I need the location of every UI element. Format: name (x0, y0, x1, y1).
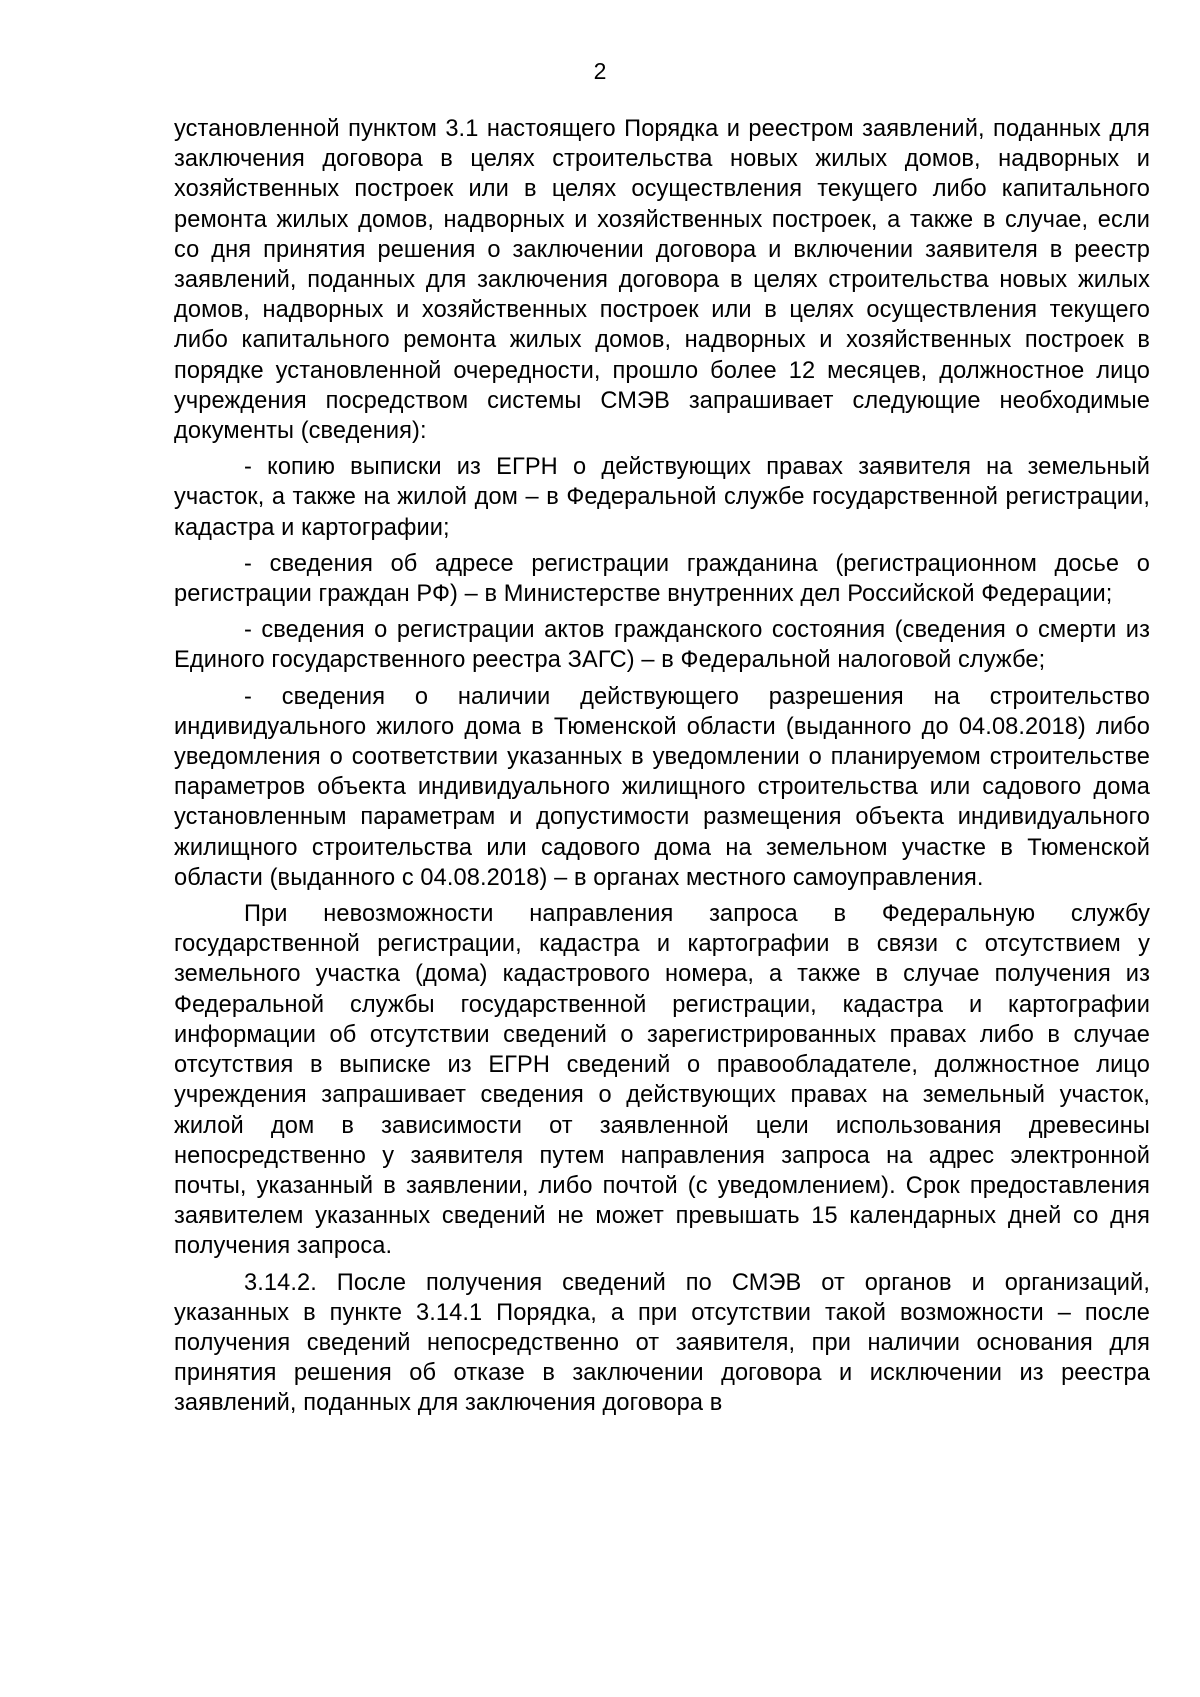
paragraph-continuation: установленной пунктом 3.1 настоящего Порядка и реестром заявлений, поданных для заключения договора в целях строительства новых жилых домов, надворных и хозяйственных построек или в целях осуществления текущего либо капитального ремонта жилых домов, надворных и хозяйственных построек, а также в случае, если со дня принятия решения о заключении договора и включении заявителя в реестр заявлений, поданных для заключения договора в целях строительства новых жилых домов, надворных и хозяйственных построек или в целях осуществления текущего либо капитального ремонта жилых домов, надворных и хозяйственных построек в порядке установленной очередности, прошло более 12 месяцев, должностное лицо учреждения посредством системы СМЭВ запрашивает следующие необходимые документы (сведения): (174, 116, 1150, 445)
list-item-construction-permit: - сведения о наличии действующего разрешения на строительство индивидуального жилого дома в Тюменской области (выданного до 04.08.2018) либо уведомления о соответствии указанных в уведомлении о планируемом строительстве параметров объекта индивидуального жилищного строительства или садового дома установленным параметрам и допустимости размещения объекта индивидуального жилищного строительства или садового дома на земельном участке в Тюменской области (выданного с 04.08.2018) – в органах местного самоуправления. (174, 683, 1150, 891)
paragraph-section-3-14-2: 3.14.2. После получения сведений по СМЭВ от органов и организаций, указанных в пункте 3.14.1 Порядка, а при отсутствии такой возможности – после получения сведений непосредственно от заявителя, при наличии основания для принятия решения об отказе в заключении договора и исключении из реестра заявлений, поданных для заключения договора в (174, 1269, 1150, 1417)
paragraph-request-impossible: При невозможности направления запроса в Федеральную службу государственной регистрации, кадастра и картографии в связи с отсутствием у земельного участка (дома) кадастрового номера, а также в случае получения из Федеральной службы государственной регистрации, кадастра и картографии информации об отсутствии сведений о зарегистрированных правах либо в случае отсутствия в выписке из ЕГРН сведений о правообладателе, должностное лицо учреждения запрашивает сведения о действующих правах на земельный участок, жилой дом в зависимости от заявленной цели использования древесины непосредственно у заявителя путем направления запроса на адрес электронной почты, указанный в заявлении, либо почтой (с уведомлением). Срок предоставления заявителем указанных сведений не может превышать 15 календарных дней со дня получения запроса. (174, 901, 1150, 1260)
list-item-civil-status-acts: - сведения о регистрации актов гражданского состояния (сведения о смерти из Единого государственного реестра ЗАГС) – в Федеральной налоговой службе; (174, 617, 1150, 674)
list-item-egrn-extract: - копию выписки из ЕГРН о действующих правах заявителя на земельный участок, а также на жилой дом – в Федеральной службе государственной регистрации, кадастра и картографии; (174, 454, 1150, 541)
document-body (174, 114, 1150, 1419)
page-number: 2 (593, 58, 607, 84)
list-item-registration-address: - сведения об адресе регистрации гражданина (регистрационном досье о регистрации граждан РФ) – в Министерстве внутренних дел Российской Федерации; (174, 550, 1150, 608)
